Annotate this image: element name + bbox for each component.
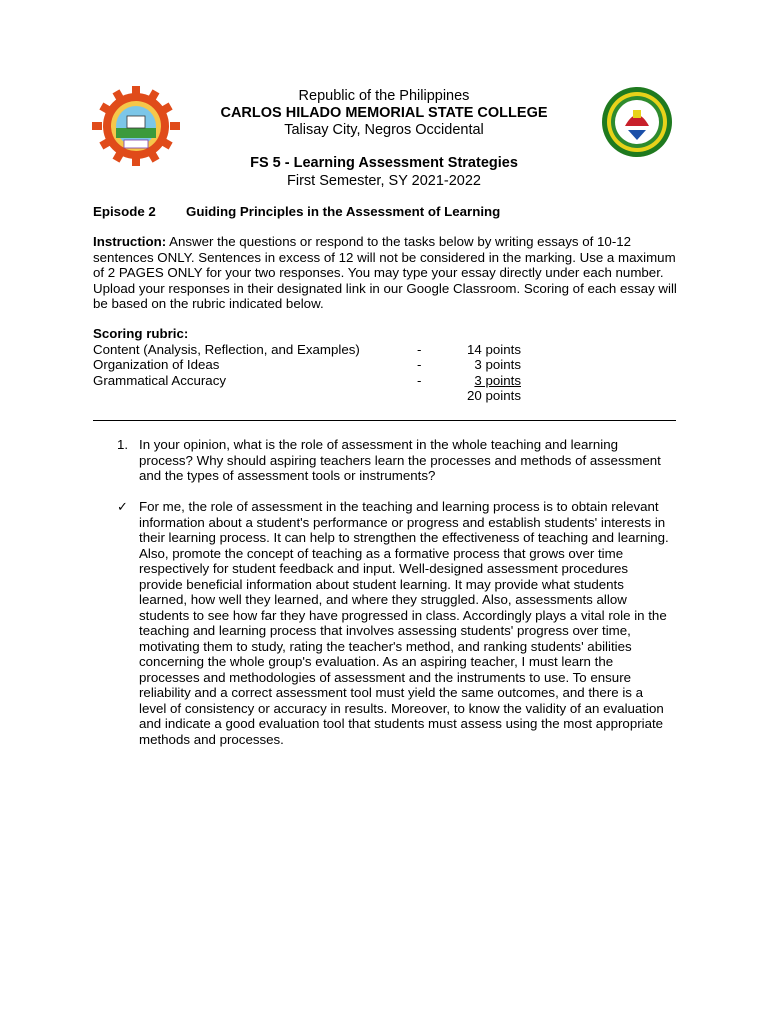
rubric-dash: -: [417, 357, 422, 372]
rubric-heading: Scoring rubric:: [93, 326, 189, 341]
college-gear-logo-icon: [90, 86, 182, 166]
scoring-rubric: [93, 326, 533, 404]
rubric-points: 3 points: [474, 372, 521, 388]
rubric-row: [93, 342, 533, 358]
semester-line: First Semester, SY 2021-2022: [287, 173, 481, 189]
instruction-label: Instruction:: [93, 234, 167, 249]
document-header: [184, 88, 584, 190]
checkmark-icon: ✓: [117, 499, 128, 514]
episode-label: Episode 2: [93, 204, 156, 219]
course-title: FS 5 - Learning Assessment Strategies: [250, 155, 518, 171]
rubric-points: 3 points: [474, 357, 521, 372]
rubric-dash: -: [417, 372, 422, 388]
college-seal-logo-icon: [600, 86, 674, 158]
republic-line: Republic of the Philippines: [298, 88, 470, 104]
instruction-text: Answer the questions or respond to the tasks below by writing essays of 10-12 sentences ONLY. Sentences in excess of 12 will not be considered in the marking. Use a maximum of 2 PAGES ONLY for your two responses. You may type your essay directly under each number. Upload your responses in their designated link in our Google Classroom. Scoring of each essay will be based on the rubric indicated below.: [93, 234, 677, 311]
rubric-total-row: [93, 388, 533, 404]
rubric-criterion: Grammatical Accuracy: [93, 372, 227, 388]
college-location: Talisay City, Negros Occidental: [284, 122, 484, 138]
rubric-row: [93, 373, 533, 389]
answer-text: For me, the role of assessment in the teaching and learning process is to obtain relevant information about a student's performance or progress and establish students' interests in their learning process. It can help to strengthen the effectiveness of teaching and learning. Also, promote the concept of teaching as a formative process that grows over time respectively for student feedback and input. Well-designed assessment procedures provide beneficial information about student learning. It may provide what students learned, how well they learned, and where they struggled. Also, assessments allow students to see how far they have progressed in class. Accordingly plays a vital role in the teaching and learning process that involves assessing students' progress over time, motivating them to study, rating the teacher's method, and ranking students' abilities concerning the whole group's evaluation. As an aspiring teacher, I must learn the processes and methodologies of assessment and the instruments to use. To ensure reliability and a correct assessment tool must yield the same outcomes, and there is a level of consistency or accuracy in results. Moreover, to know the validity of an evaluation and indicate a good evaluation tool that students must assess using the most appropriate methods and processes.: [139, 499, 669, 747]
section-divider: [93, 420, 676, 421]
episode-title: Guiding Principles in the Assessment of Learning: [186, 204, 501, 219]
episode-heading: [93, 204, 683, 219]
rubric-points: 14 points: [467, 341, 521, 357]
rubric-criterion: Organization of Ideas: [93, 357, 220, 372]
question-number: 1.: [117, 437, 129, 452]
rubric-total: 20 points: [467, 388, 521, 403]
rubric-row: [93, 357, 533, 373]
instruction-paragraph: [93, 234, 678, 312]
rubric-dash: -: [417, 341, 422, 357]
college-name: CARLOS HILADO MEMORIAL STATE COLLEGE: [220, 105, 548, 121]
question-text: In your opinion, what is the role of assessment in the whole teaching and learning process? Why should aspiring teachers learn the processes and methods of assessment and the types of assessment tools or instruments?: [139, 437, 661, 483]
rubric-criterion: Content (Analysis, Reflection, and Examples): [93, 341, 360, 357]
